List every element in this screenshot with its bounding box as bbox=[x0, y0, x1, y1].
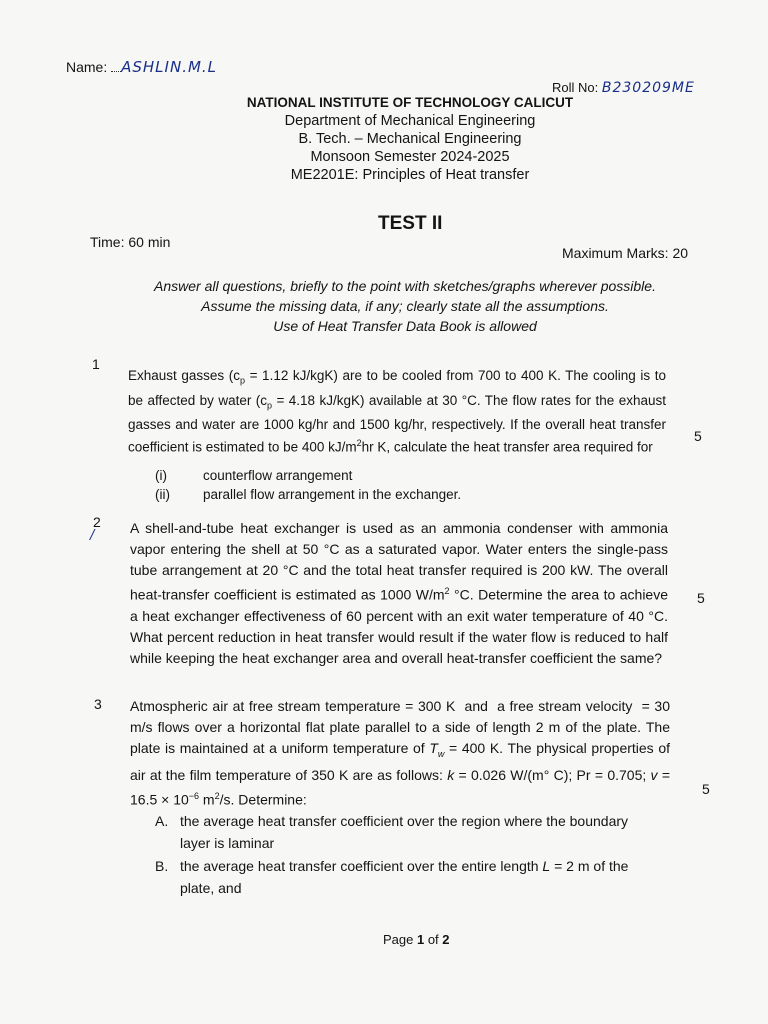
name-value: ASHLIN.M.L bbox=[121, 58, 218, 76]
semester: Monsoon Semester 2024-2025 bbox=[310, 149, 510, 165]
instructions bbox=[130, 276, 680, 336]
time-allowed: Time: 60 min bbox=[90, 234, 171, 250]
question-3-marks: 5 bbox=[702, 781, 710, 797]
course-name: Principles of Heat transfer bbox=[358, 167, 530, 183]
question-2-text: A shell-and-tube heat exchanger is used as an ammonia condenser with ammonia vapor entering the shell at 50 °C as a saturated vapor. Water enters the single-pass tube arrangement at 20 °C and the total heat transfer required is 200 kW. The overall heat-transfer coefficient is estimated as 1000 $W/m^2$ °C. Determine the area to achieve a heat exchanger effectiveness of 60 percent with an exit water temperature of 40 °C. What percent reduction in heat transfer would result if the water flow is reduced to half while keeping the heat exchanger area and overall heat-transfer coefficient the same? bbox=[130, 520, 668, 666]
part-text-cont: plate, and bbox=[180, 880, 242, 896]
question-1-number: 1 bbox=[92, 356, 100, 372]
part-text-cont: layer is laminar bbox=[180, 835, 275, 851]
institute-name: NATIONAL INSTITUTE OF TECHNOLOGY CALICUT bbox=[246, 95, 574, 110]
roll-value: B230209ME bbox=[601, 80, 695, 96]
question-1-option-2 bbox=[155, 487, 461, 502]
maximum-marks: Maximum Marks: 20 bbox=[562, 245, 689, 261]
question-1-text: Exhaust gasses ($c_p = 1.12$ kJ/kgK) are to be cooled from 700 to 400 K. The cooling is to be affected by water ($c_p = 4.18$ kJ/kgK) available at 30 °C. The flow rates for the exhaust gasses and water are 1000 kg/hr and 1500 kg/hr, respectively. If the overall heat transfer coefficient is estimated to be 400 $kJ/m^2hr$ K, calculate the heat transfer area required for bbox=[128, 368, 666, 455]
institution-heading bbox=[200, 94, 620, 184]
tick-mark: / bbox=[90, 528, 96, 543]
course-title bbox=[200, 166, 620, 184]
question-3-text: Atmospheric air at free stream temperature = 300 K and a free stream velocity = 30 m/s flows over a horizontal flat plate parallel to a side of length 2 m of the plate. The plate is maintained at a uniform temperature of $T_w = 400$ K. The physical properties of air at the film temperature of 350 K are as follows: k = 0.026 W/(m° C); Pr = 0.705; $v = 16.5 \times 10^{-6}$ $m^2/s$. Determine: bbox=[130, 698, 670, 808]
part-label: B. bbox=[155, 858, 169, 874]
question-1-option-1 bbox=[155, 468, 352, 483]
program-name: B. Tech. – Mechanical Engineering bbox=[298, 131, 522, 147]
option-label: (ii) bbox=[155, 487, 170, 502]
part-text: the average heat transfer coefficient over the region where the boundary bbox=[180, 813, 629, 829]
option-label: (i) bbox=[155, 468, 167, 483]
name-field bbox=[66, 58, 217, 76]
question-2-number: 2 bbox=[93, 514, 101, 530]
question-1-marks: 5 bbox=[694, 428, 702, 444]
name-label: Name: bbox=[66, 59, 108, 75]
question-3-part-b bbox=[155, 855, 675, 899]
part-text: the average heat transfer coefficient over the entire length L = 2 m of the bbox=[180, 858, 629, 874]
course-code: ME2201E: bbox=[290, 167, 359, 183]
department-name: Department of Mechanical Engineering bbox=[284, 113, 536, 129]
question-3-part-a bbox=[155, 810, 675, 854]
instruction-1: Answer all questions, briefly to the point with sketches/graphs wherever possible. bbox=[154, 278, 656, 294]
question-2-marks: 5 bbox=[697, 590, 705, 606]
instruction-3: Use of Heat Transfer Data Book is allowed bbox=[273, 318, 537, 334]
question-3-number: 3 bbox=[94, 696, 102, 712]
page-number: Page 1 of 2 bbox=[383, 932, 450, 947]
part-label: A. bbox=[155, 813, 169, 829]
roll-label: Roll No: bbox=[552, 80, 599, 95]
instruction-2: Assume the missing data, if any; clearly state all the assumptions. bbox=[201, 298, 609, 314]
option-text: parallel flow arrangement in the exchanger. bbox=[203, 487, 462, 502]
option-text: counterflow arrangement bbox=[203, 468, 353, 483]
test-title: TEST II bbox=[378, 213, 443, 234]
